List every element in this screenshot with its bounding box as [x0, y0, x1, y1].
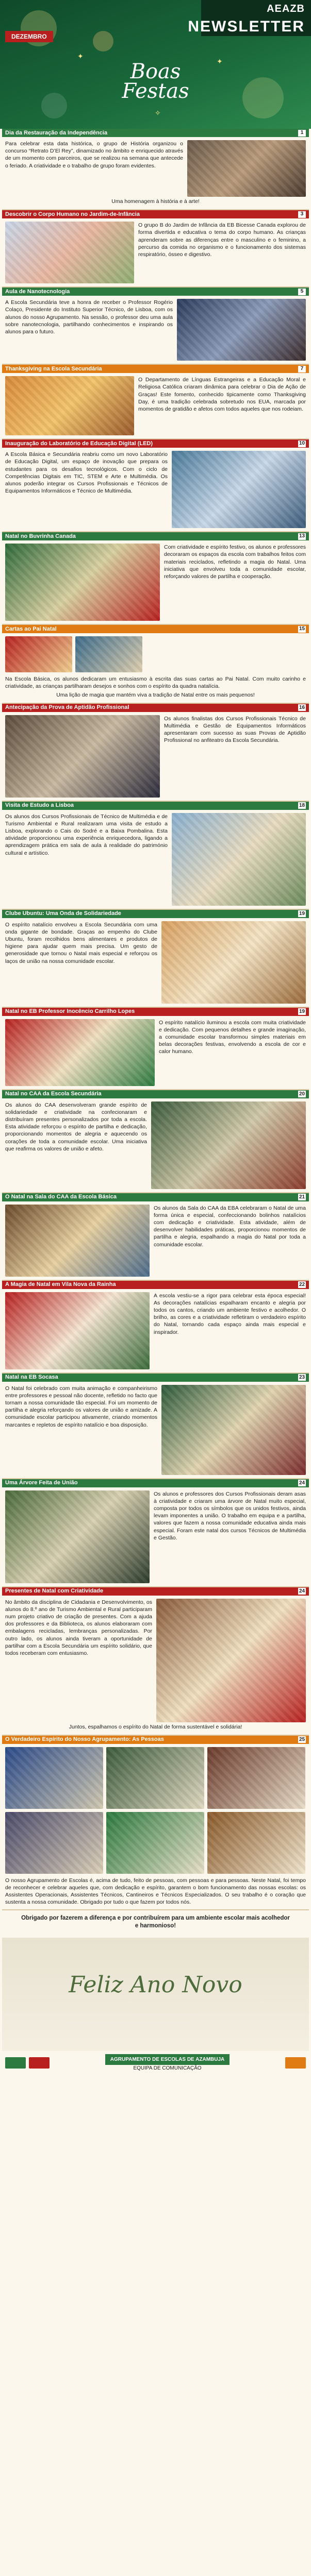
section-bar: O Verdadeiro Espírito do Nosso Agrupamento: As Pessoas 25 — [2, 1736, 309, 1744]
section-bar: Natal no EB Professor Inocêncio Carrilho Lopes 19 — [2, 1008, 309, 1016]
section-photo — [5, 1019, 155, 1086]
section-text: Os alunos da Sala do CAA da EBA celebraram o Natal de uma forma única e especial, confeccionando bolinhos natalícios com dedicação e criatividade. Esta atividade, além de desenvolver habilidades práticas, proporcionou momentos de partilha e alegria, espalhando a magia do Natal por toda a comunidade escolar. — [154, 1205, 306, 1248]
section-caption: Uma lição de magia que mantém viva a tradição de Natal entre os mais pequenos! — [56, 691, 255, 698]
section-photo — [161, 921, 306, 1004]
section-bar: Dia da Restauração da Independência 1 — [2, 129, 309, 137]
section-bar: Natal na EB Socasa 23 — [2, 1374, 309, 1382]
section-photo — [172, 451, 306, 528]
section-visita-lisboa — [2, 802, 309, 910]
school-logo-icon — [285, 2057, 306, 2069]
new-year-greeting: Feliz Ano Novo — [69, 1971, 242, 1998]
month-badge: DEZEMBRO — [5, 31, 53, 42]
section-caption: Juntos, espalhamos o espírito do Natal de forma sustentável e solidária! — [69, 1723, 242, 1730]
section-natal-buvrinha — [2, 532, 309, 625]
section-text: A escola vestiu-se a rigor para celebrar esta época especial! As decorações natalícias espalharam encanto e alegria por todos os cantos, criando um ambiente festivo e acolhedor. O brilho, as cores e a criatividade refletiram o verdadeiro espírito do Natal, tornando cada espaço ainda mais especial e inspirador. — [154, 1292, 306, 1335]
section-photo — [156, 1599, 306, 1722]
star-icon: ✧ — [155, 109, 161, 117]
section-photo — [5, 1292, 150, 1369]
star-icon: ✦ — [217, 57, 223, 65]
section-bar: A Magia de Natal em Vila Nova da Rainha 22 — [2, 1281, 309, 1289]
section-bar: O Natal na Sala do CAA da Escola Básica 21 — [2, 1193, 309, 1201]
section-photo — [5, 1812, 103, 1874]
section-bar: Aula de Nanotecnologia 5 — [2, 287, 309, 296]
section-text: A Escola Básica e Secundária reabriu como um novo Laboratório de Educação Digital, um espaço de inovação que prepara os estudantes para os desafios tecnológicos. Com o ciclo de Competências Digitais em TIC, STEM e Arte e Multimédia. Os alunos poderão integrar os Cursos Profissionais e Técnicos de Equipamentos Informáticos e Técnico de Multimédia. — [5, 451, 168, 495]
greeting-title: Boas Festas — [122, 60, 189, 103]
section-natal-inocencio — [2, 1008, 309, 1090]
brand-name: AEAZB — [267, 3, 305, 14]
republica-logo-icon — [5, 2057, 26, 2069]
section-bar: Presentes de Natal com Criatividade 24 — [2, 1587, 309, 1596]
header-banner — [0, 0, 311, 129]
section-photo — [106, 1812, 204, 1874]
section-text: Os alunos e professores dos Cursos Profissionais deram asas à criatividade e criaram uma árvore de Natal muito especial, composta por todos os símbolos que os unidos festivos, ainda levam imponentes a união. O trabalho em equipa e a partilha, valores que fazem a nossa comunidade educativa ainda mais especial. Foram este natal dos cursos Técnicos de Multimédia e Gestão. — [154, 1490, 306, 1541]
section-clube-ubuntu — [2, 910, 309, 1008]
section-photo — [207, 1747, 305, 1809]
section-bar: Antecipação da Prova de Aptidão Profissional 16 — [2, 704, 309, 712]
section-text: No âmbito da disciplina de Cidadania e Desenvolvimento, os alunos do 8.º ano de Turismo Ambiental e Rural participaram num projeto criativo de criação de presentes. Com a ajuda dos professores e da Biblioteca, os alunos elaboraram com embalagens recicladas, lembranças personalizadas. Por outro lado, os alunos ainda tiveram a oportunidade de partilhar com a Escola Secundária um espírito solidário, que todos receberam com entusiasmo. — [5, 1599, 152, 1656]
team-name: EQUIPA DE COMUNICAÇÃO — [133, 2065, 202, 2072]
partner-logos — [5, 2057, 50, 2069]
section-caa-basica — [2, 1193, 309, 1281]
section-caption: Uma homenagem à história e à arte! — [111, 198, 200, 205]
section-photo — [5, 1747, 103, 1809]
section-pap — [2, 704, 309, 802]
section-bar: Thanksgiving na Escola Secundária 7 — [2, 365, 309, 373]
newsletter-title: NEWSLETTER — [188, 18, 305, 35]
section-text: O Natal foi celebrado com muita animação e companheirismo entre professores e pessoal não docente, refletido no facto que tornam a nossa comunidade tão especial. Foi um momento de partilha e alegria reforçando os valores de união e amizade. A comunidade escolar participou ativamente, criando momentos marcantes e repletos de espírito natalício e boa disposição. — [5, 1385, 157, 1428]
section-photo — [177, 299, 306, 361]
section-text: Para celebrar esta data histórica, o grupo de História organizou o concurso “Retrato D’El Rey”, dinamizado no âmbito e enriquecido através de um momento com parceiros, que se realizou na semana que antecede o feriado. A criatividade e o trabalho de grupo foram evidentes. — [5, 141, 183, 169]
section-photo — [187, 140, 306, 197]
section-text: A Escola Secundária teve a honra de receber o Professor Rogério Colaço, Presidente do Instituto Superior Técnico, de Lisboa, com os alunos do nosso Agrupamento. Na sessão, o professor deu uma aula sobre nanotecnologia, partilhando conhecimentos e inspirando os alunos para o futuro. — [5, 299, 173, 335]
section-text: Os alunos dos Cursos Profissionais de Técnico de Multimédia e de Turismo Ambiental e Rural realizaram uma visita de estudo a Lisboa, explorando o Cais do Sodré e a Baixa Pombalina. Esta atividade proporcionou uma experiência enriquecedora, ligando a aprendizagem prática em sala de aula à realidade do património cultural e artístico. — [5, 813, 168, 856]
section-bar: Inauguração do Laboratório de Educação Digital (LED) 10 — [2, 439, 309, 448]
section-bar: Uma Árvore Feita de União 24 — [2, 1479, 309, 1487]
section-bar: Clube Ubuntu: Uma Onda de Solidariedade 19 — [2, 910, 309, 918]
section-pessoas — [2, 1736, 309, 1910]
section-thanksgiving — [2, 365, 309, 439]
section-photo — [5, 544, 160, 621]
closing-message: Obrigado por fazerem a diferença e por contribuírem para um ambiente escolar mais acolhedor e harmonioso! — [21, 1914, 290, 1929]
section-corpo-humano — [2, 210, 309, 287]
section-caa-secundaria — [2, 1090, 309, 1193]
section-bar: Visita de Estudo a Lisboa 18 — [2, 802, 309, 810]
section-bar: Cartas ao Pai Natal 15 — [2, 625, 309, 633]
section-restauracao — [2, 129, 309, 210]
section-photo — [106, 1747, 204, 1809]
school-logos — [285, 2057, 306, 2069]
section-presentes-natal — [2, 1587, 309, 1736]
section-text: O Departamento de Línguas Estrangeiras e a Educação Moral e Religiosa Católica criaram dinâmica para celebrar o Dia de Ação de Graças! Este fomento, conhecido tipicamente como Thanksgiving Day, é uma tradição celebrada sobretudo nos EUA, marcada por momentos de gratidão e afetos com todos aqueles que nos rodeiam. — [138, 377, 306, 412]
section-photo — [5, 1490, 150, 1583]
section-text: Os alunos do CAA desenvolveram grande espírito de solidariedade e criatividade na confecionaram e distribuíram presentes personalizados por toda a escola. Esta atividade reforçou o espírito de partilha e dedicação, proporcionando momentos de alegria e aquecendo os corações de toda a comunidade escolar. Uma iniciativa que reafirma os valores de união e afeto. — [5, 1101, 147, 1152]
section-text: O nosso Agrupamento de Escolas é, acima de tudo, feito de pessoas, com pessoas e para pessoas. Neste Natal, foi tempo de reconhecer e celebrar aqueles que, com dedicação e espírito, garantem o bom funcionamento das nossas escolas: os Assistentes Operacionais, Assistentes Técnicos, Cantineiros e Técnicos Especializados. O seu trabalho é o coração que sustenta a nossa comunidade. Obrigado por tudo o que fazem por todos nós. — [5, 1877, 306, 1906]
section-text: Os alunos finalistas dos Cursos Profissionais Técnico de Multimédia e Gestão de Equipamentos Informáticos apresentaram com sucesso as suas Provas de Aptidão Profissional no anfiteatro da Escola Secundária. — [164, 715, 306, 744]
ministry-logo-icon — [29, 2057, 50, 2069]
section-photo — [161, 1385, 306, 1475]
new-year-banner — [2, 1938, 309, 2051]
section-photo — [5, 376, 134, 435]
star-icon: ✦ — [77, 52, 84, 60]
org-name: AGRUPAMENTO DE ESCOLAS DE AZAMBUJA — [105, 2054, 230, 2065]
section-photo — [5, 715, 160, 798]
section-arvore-uniao — [2, 1479, 309, 1587]
section-text: O espírito natalício iluminou a escola com muita criatividade e dedicação. Com pequenos detalhes e grande imaginação, a comunidade escolar transformou simples materiais em belas decorações festivas, envolvendo a escola de cor e calor humano. — [159, 1019, 306, 1055]
section-bar: Natal no CAA da Escola Secundária 20 — [2, 1090, 309, 1098]
section-photo — [172, 813, 306, 906]
section-photo — [151, 1101, 306, 1189]
section-text: Com criatividade e espírito festivo, os alunos e professores decoraram os espaços da escola com trabalhos feitos com materiais reciclados, refletindo a magia do Natal. Uma iniciativa que envolveu toda a comunidade escolar, reforçando valores de partilha e cooperação. — [164, 544, 306, 580]
section-text: O espírito natalício envolveu a Escola Secundária com uma onda gigante de bondade. Graças ao empenho do Clube Ubuntu, foram recolhidos bens alimentares e produtos de higiene para ajudar quem mais precisa. Um gesto de generosidade que tornou o Natal mais especial e reforçou os laços de união na nossa comunidade escolar. — [5, 921, 157, 964]
section-photo — [5, 222, 134, 283]
section-text: O grupo B do Jardim de Infância da EB Bicesse Canada explorou de forma divertida e educativa o tema do corpo humano. As crianças aprenderam sobre as diferenças entre o masculino e o feminino, a percurso da comida no organismo e o funcionamento dos sistemas respiratório, ósseo e digestivo. — [138, 222, 306, 258]
section-led — [2, 439, 309, 532]
section-bar: Natal no Buvrinha Canada 13 — [2, 532, 309, 540]
section-photo — [5, 636, 72, 672]
section-photo — [75, 636, 142, 672]
section-vila-nova-rainha — [2, 1281, 309, 1374]
section-nanotecnologia — [2, 287, 309, 365]
section-text: Na Escola Básica, os alunos dedicaram um entusiasmo à escrita das suas cartas ao Pai Natal. Com muito carinho e criatividade, as crianças partilharam desejos e sonhos com o espírito da quadra natalícia. — [5, 676, 306, 690]
section-photo — [5, 1205, 150, 1277]
section-bar: Descobrir o Corpo Humano no Jardim-de-Infância 3 — [2, 210, 309, 218]
section-cartas-pai-natal — [2, 625, 309, 704]
section-photo — [207, 1812, 305, 1874]
footer — [0, 2051, 311, 2077]
section-natal-socasa — [2, 1374, 309, 1479]
